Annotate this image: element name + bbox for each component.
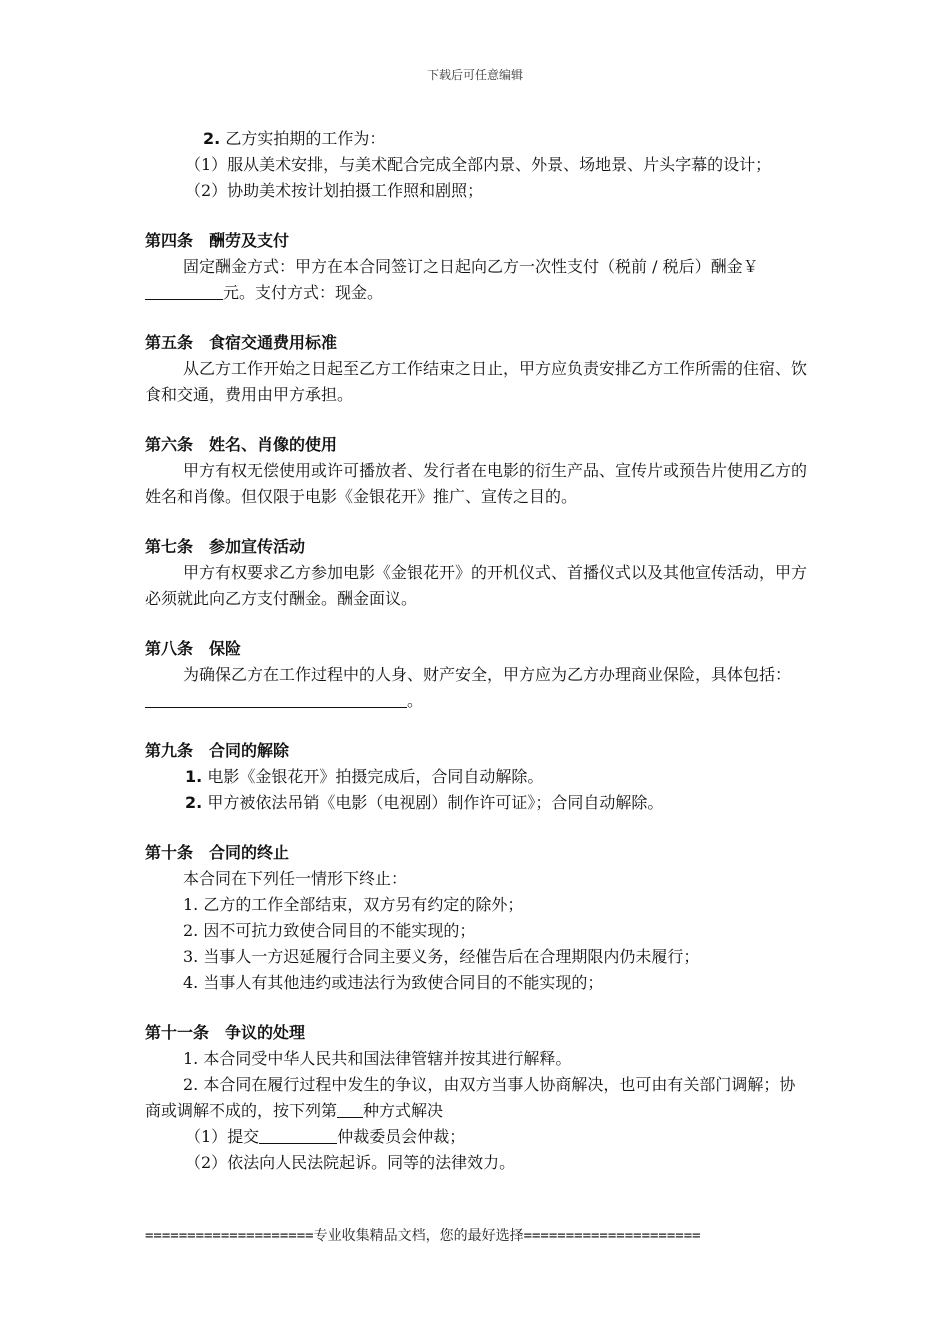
item-number: 2.: [185, 793, 203, 812]
paragraph: 本合同在下列任一情形下终止：: [183, 869, 408, 888]
paragraph-text: 电影《金银花开》拍摄完成后，合同自动解除。: [207, 767, 544, 786]
page-header: 下载后可任意编辑: [426, 68, 523, 82]
list-item: [145, 1124, 810, 1150]
section-title: 第五条 食宿交通费用标准: [145, 333, 338, 352]
paragraph: 从乙方工作开始之日起至乙方工作结束之日止，甲方应负责安排乙方工作所需的住宿、饮食和交通，费用由甲方承担。: [145, 359, 808, 404]
fill-blank: [145, 689, 407, 708]
fill-blank: [259, 1125, 337, 1144]
list-item: [145, 1072, 810, 1124]
paragraph: （2）协助美术按计划拍摄工作照和剧照；: [185, 181, 484, 200]
section-title: 第四条 酬劳及支付: [145, 231, 290, 250]
section-title: 第十一条 争议的处理: [145, 1023, 306, 1042]
paragraph-text: （1）提交: [185, 1127, 260, 1146]
paragraph-text: 乙方实拍期的工作为：: [225, 129, 386, 148]
paragraph: [145, 662, 810, 714]
list-item: 3. 当事人一方迟延履行合同主要义务，经催告后在合理期限内仍未履行；: [183, 947, 700, 966]
list-item: [145, 790, 810, 816]
paragraph-text: 。: [407, 691, 424, 710]
paragraph-text: 2. 本合同在履行过程中发生的争议，由双方当事人协商解决，也可由有关部门调解；协商或调解不成的，按下列第: [145, 1075, 796, 1120]
section-title: 第七条 参加宣传活动: [145, 537, 306, 556]
list-item: 1. 乙方的工作全部结束，双方另有约定的除外；: [183, 895, 524, 914]
section-title: 第九条 合同的解除: [145, 741, 290, 760]
paragraph-text: 元。支付方式：现金。: [223, 283, 384, 302]
section-title: 第八条 保险: [145, 639, 242, 658]
list-item: （2）依法向人民法院起诉。同等的法律效力。: [185, 1153, 516, 1172]
section-title: 第十条 合同的终止: [145, 843, 290, 862]
fill-blank: [145, 281, 223, 300]
paragraph: [145, 254, 810, 306]
item-number: 1.: [185, 767, 203, 786]
list-item: 2. 因不可抗力致使合同目的不能实现的；: [183, 921, 476, 940]
list-item: [145, 764, 810, 790]
paragraph-text: 仲裁委员会仲裁；: [337, 1127, 466, 1146]
page-footer: ====================专业收集精品文档，您的最好选择=====================: [145, 1228, 701, 1244]
list-item: 4. 当事人有其他违约或违法行为致使合同目的不能实现的；: [183, 973, 604, 992]
section-title: 第六条 姓名、肖像的使用: [145, 435, 338, 454]
list-item: 1. 本合同受中华人民共和国法律管辖并按其进行解释。: [183, 1049, 572, 1068]
paragraph-text: 甲方被依法吊销《电影（电视剧）制作许可证》；合同自动解除。: [207, 793, 664, 812]
paragraph: 甲方有权要求乙方参加电影《金银花开》的开机仪式、首播仪式以及其他宣传活动，甲方必须就此向乙方支付酬金。酬金面议。: [145, 563, 808, 608]
paragraph: 甲方有权无偿使用或许可播放者、发行者在电影的衍生产品、宣传片或预告片使用乙方的姓名和肖像。但仅限于电影《金银花开》推广、宣传之目的。: [145, 461, 808, 506]
paragraph: （1）服从美术安排，与美术配合完成全部内景、外景、场地景、片头字幕的设计；: [185, 155, 772, 174]
document-body: [145, 126, 810, 1176]
fill-blank: [337, 1099, 363, 1118]
paragraph-text: 固定酬金方式：甲方在本合同签订之日起向乙方一次性支付（税前 / 税后）酬金￥: [183, 257, 759, 276]
paragraph: [145, 126, 810, 152]
paragraph-text: 为确保乙方在工作过程中的人身、财产安全，甲方应为乙方办理商业保险，具体包括：: [183, 665, 792, 684]
item-number: 2.: [203, 129, 221, 148]
paragraph-text: 种方式解决: [363, 1101, 444, 1120]
